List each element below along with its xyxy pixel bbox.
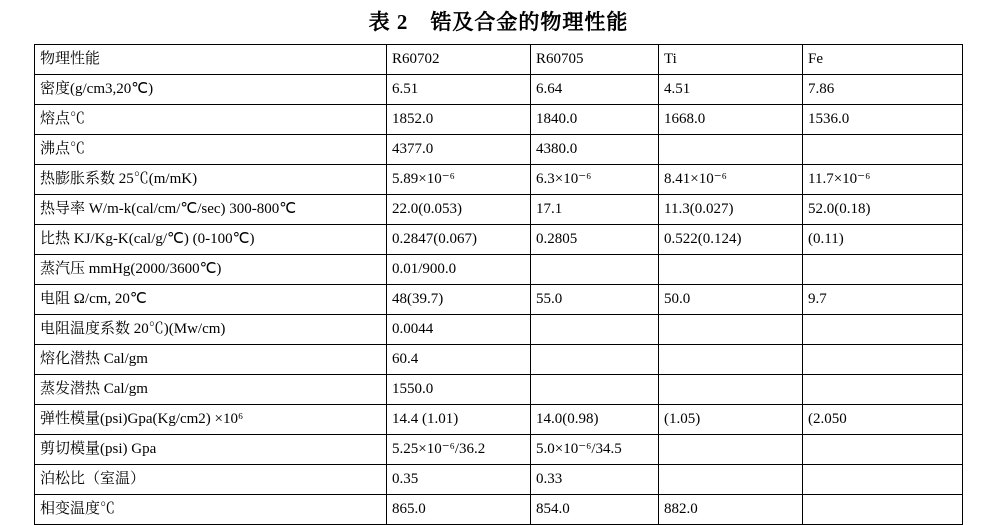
cell-property: 熔化潜热 Cal/gm <box>35 345 387 375</box>
table-row <box>35 465 963 495</box>
cell-r60702: 0.0044 <box>387 315 531 345</box>
table-header-row <box>35 45 963 75</box>
cell-property: 电阻 Ω/cm, 20℃ <box>35 285 387 315</box>
table-row <box>35 375 963 405</box>
cell-property: 相变温度℃ <box>35 495 387 525</box>
cell-fe: 11.7×10⁻⁶ <box>803 165 963 195</box>
cell-ti <box>659 465 803 495</box>
cell-property: 热导率 W/m-k(cal/cm/℃/sec) 300-800℃ <box>35 195 387 225</box>
cell-r60702: 4377.0 <box>387 135 531 165</box>
cell-property: 比热 KJ/Kg-K(cal/g/℃) (0-100℃) <box>35 225 387 255</box>
cell-fe: (0.11) <box>803 225 963 255</box>
cell-r60705 <box>531 375 659 405</box>
cell-property: 泊松比（室温） <box>35 465 387 495</box>
table-row <box>35 225 963 255</box>
cell-fe <box>803 495 963 525</box>
table-row <box>35 345 963 375</box>
cell-r60702: 0.01/900.0 <box>387 255 531 285</box>
table-row <box>35 75 963 105</box>
column-header-ti: Ti <box>659 45 803 75</box>
table-row <box>35 315 963 345</box>
cell-fe <box>803 255 963 285</box>
cell-property: 蒸汽压 mmHg(2000/3600℃) <box>35 255 387 285</box>
table-title-text: 锆及合金的物理性能 <box>430 10 629 34</box>
cell-fe <box>803 465 963 495</box>
cell-r60702: 865.0 <box>387 495 531 525</box>
cell-r60702: 60.4 <box>387 345 531 375</box>
cell-fe: 1536.0 <box>803 105 963 135</box>
cell-property: 沸点℃ <box>35 135 387 165</box>
table-number: 表 2 <box>368 10 409 34</box>
cell-fe <box>803 435 963 465</box>
cell-r60705: 1840.0 <box>531 105 659 135</box>
cell-r60705: 5.0×10⁻⁶/34.5 <box>531 435 659 465</box>
cell-fe: 7.86 <box>803 75 963 105</box>
table-row <box>35 135 963 165</box>
cell-r60702: 22.0(0.053) <box>387 195 531 225</box>
cell-property: 剪切模量(psi) Gpa <box>35 435 387 465</box>
column-header-property: 物理性能 <box>35 45 387 75</box>
cell-ti <box>659 375 803 405</box>
cell-r60705: 6.3×10⁻⁶ <box>531 165 659 195</box>
cell-ti: 1668.0 <box>659 105 803 135</box>
cell-ti: 0.522(0.124) <box>659 225 803 255</box>
cell-r60702: 48(39.7) <box>387 285 531 315</box>
cell-fe <box>803 135 963 165</box>
cell-r60705: 55.0 <box>531 285 659 315</box>
column-header-r60705: R60705 <box>531 45 659 75</box>
cell-r60705: 0.2805 <box>531 225 659 255</box>
cell-fe: 52.0(0.18) <box>803 195 963 225</box>
table-row <box>35 405 963 435</box>
cell-r60705 <box>531 315 659 345</box>
table-row <box>35 165 963 195</box>
cell-property: 密度(g/cm3,20℃) <box>35 75 387 105</box>
cell-ti: 882.0 <box>659 495 803 525</box>
cell-r60702: 5.89×10⁻⁶ <box>387 165 531 195</box>
table-row <box>35 255 963 285</box>
cell-r60702: 1852.0 <box>387 105 531 135</box>
table-row <box>35 495 963 525</box>
cell-ti: 11.3(0.027) <box>659 195 803 225</box>
cell-property: 蒸发潜热 Cal/gm <box>35 375 387 405</box>
cell-ti <box>659 135 803 165</box>
cell-ti <box>659 345 803 375</box>
table-container <box>34 44 963 525</box>
cell-r60705: 14.0(0.98) <box>531 405 659 435</box>
physical-properties-table <box>34 44 963 525</box>
cell-ti: (1.05) <box>659 405 803 435</box>
cell-r60702: 0.2847(0.067) <box>387 225 531 255</box>
table-row <box>35 195 963 225</box>
cell-ti <box>659 315 803 345</box>
table-row <box>35 105 963 135</box>
cell-ti: 50.0 <box>659 285 803 315</box>
cell-r60705: 6.64 <box>531 75 659 105</box>
page-title <box>0 0 997 44</box>
column-header-fe: Fe <box>803 45 963 75</box>
cell-ti: 8.41×10⁻⁶ <box>659 165 803 195</box>
cell-r60705: 4380.0 <box>531 135 659 165</box>
cell-r60702: 0.35 <box>387 465 531 495</box>
cell-r60705 <box>531 255 659 285</box>
cell-r60702: 1550.0 <box>387 375 531 405</box>
cell-r60705 <box>531 345 659 375</box>
cell-fe: 9.7 <box>803 285 963 315</box>
cell-fe <box>803 315 963 345</box>
cell-r60702: 14.4 (1.01) <box>387 405 531 435</box>
cell-ti <box>659 255 803 285</box>
cell-property: 电阻温度系数 20℃)(Mw/cm) <box>35 315 387 345</box>
cell-r60705: 17.1 <box>531 195 659 225</box>
cell-property: 熔点℃ <box>35 105 387 135</box>
cell-r60705: 854.0 <box>531 495 659 525</box>
cell-r60702: 5.25×10⁻⁶/36.2 <box>387 435 531 465</box>
cell-fe <box>803 375 963 405</box>
table-row <box>35 435 963 465</box>
cell-r60705: 0.33 <box>531 465 659 495</box>
cell-ti <box>659 435 803 465</box>
cell-fe <box>803 345 963 375</box>
cell-property: 弹性模量(psi)Gpa(Kg/cm2) ×10⁶ <box>35 405 387 435</box>
column-header-r60702: R60702 <box>387 45 531 75</box>
table-row <box>35 285 963 315</box>
cell-property: 热膨胀系数 25℃(m/mK) <box>35 165 387 195</box>
cell-fe: (2.050 <box>803 405 963 435</box>
cell-ti: 4.51 <box>659 75 803 105</box>
cell-r60702: 6.51 <box>387 75 531 105</box>
